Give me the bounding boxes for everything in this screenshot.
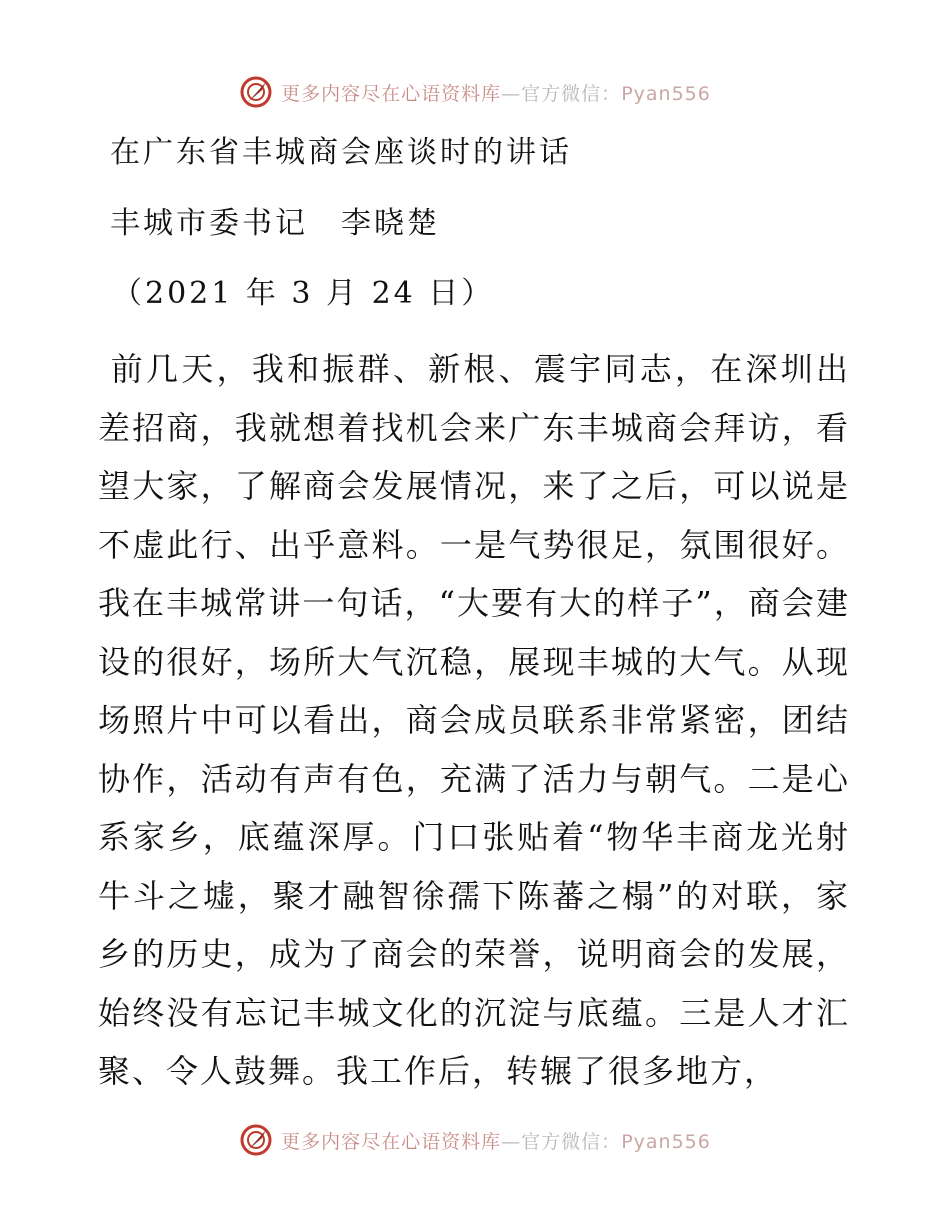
document-title: 在广东省丰城商会座谈时的讲话: [110, 135, 572, 170]
watermark-text: [281, 79, 711, 106]
watermark-separator: —: [501, 82, 522, 105]
quill-logo-icon: [239, 1123, 273, 1157]
watermark-id: Pyan556: [621, 82, 711, 105]
watermark-main: 更多内容尽在心语资料库: [281, 82, 502, 105]
watermark-id: Pyan556: [621, 1130, 711, 1153]
quill-logo-icon: [239, 75, 273, 109]
document-author: 丰城市委书记 李晓楚: [110, 206, 440, 241]
watermark-wechat: 官方微信：: [521, 1130, 622, 1153]
watermark-header: [0, 70, 950, 114]
watermark-main: 更多内容尽在心语资料库: [281, 1130, 502, 1153]
watermark-footer: [0, 1118, 950, 1162]
watermark-wechat: 官方微信：: [521, 82, 622, 105]
document-body: [98, 340, 850, 1101]
body-paragraph: 前几天，我和振群、新根、震宇同志，在深圳出差招商，我就想着找机会来广东丰城商会拜访，看望大家，了解商会发展情况，来了之后，可以说是不虚此行、出乎意料。一是气势很足，氛围很好。我在丰城常讲一句话，“大要有大的样子”，商会建设的很好，场所大气沉稳，展现丰城的大气。从现场照片中可以看出，商会成员联系非常紧密，团结协作，活动有声有色，充满了活力与朝气。二是心系家乡，底蕴深厚。门口张贴着“物华丰商龙光射牛斗之墟，聚才融智徐孺下陈蕃之榻”的对联，家乡的历史，成为了商会的荣誉，说明商会的发展，始终没有忘记丰城文化的沉淀与底蕴。三是人才汇聚、令人鼓舞。我工作后，转辗了很多地方，: [98, 350, 850, 1090]
watermark-separator: —: [501, 1130, 522, 1153]
document-date: （2021 年 3 月 24 日）: [112, 276, 495, 311]
watermark-text: [281, 1127, 711, 1154]
